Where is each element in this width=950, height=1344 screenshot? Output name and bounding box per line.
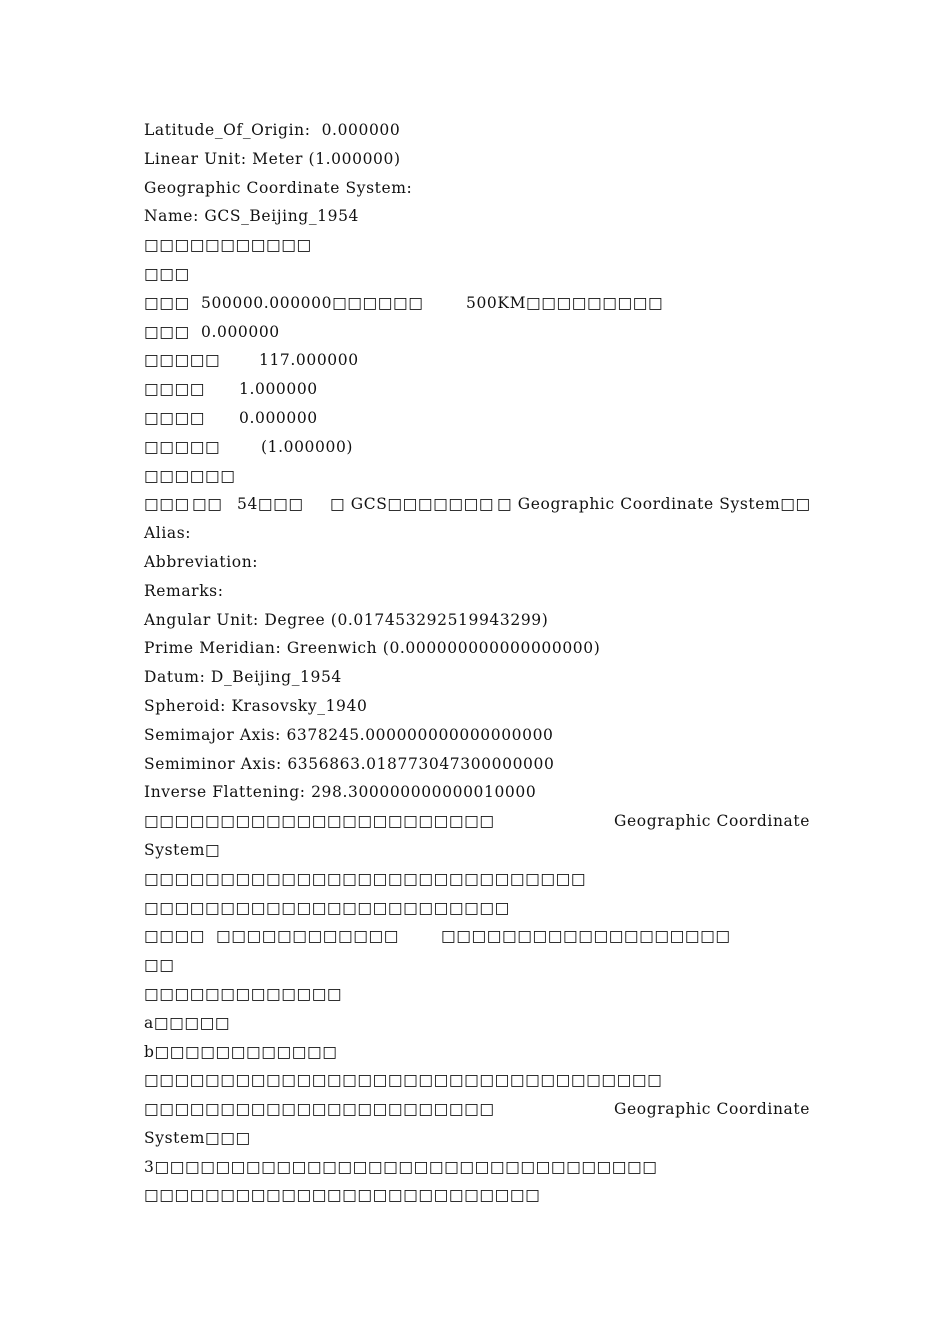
text-segment: Spheroid: Krasovsky_1940 — [144, 696, 368, 715]
text-segment: □□□□□ — [144, 437, 221, 456]
text-segment: (1.000000) — [261, 437, 354, 456]
text-segment: 54□□□ — [237, 495, 304, 514]
text-segment: Semiminor Axis: 6356863.018773047300000000 — [144, 754, 555, 773]
text-segment: Geographic Coordinate System: — [144, 178, 413, 197]
text-segment: Abbreviation: — [144, 552, 259, 571]
text-line — [144, 318, 810, 347]
text-segment: Linear Unit: Meter (1.000000) — [144, 149, 401, 168]
text-line — [144, 922, 810, 951]
text-line — [144, 1038, 810, 1067]
text-segment: □□□□ — [144, 380, 205, 399]
text-segment: □□□ — [144, 495, 190, 514]
text-line — [144, 634, 810, 663]
text-line — [144, 692, 810, 721]
text-segment: System□□□ — [144, 1128, 251, 1147]
text-segment: □□□□□□□□□□□□□□□□□□□□□□□□□□ — [144, 1186, 541, 1205]
text-line — [144, 1066, 810, 1095]
text-segment: □□□□ — [144, 408, 205, 427]
text-segment: 500000.000000□□□□□□ — [201, 293, 424, 312]
text-line — [144, 145, 810, 174]
text-line — [144, 519, 810, 548]
text-segment: Name: GCS_Beijing_1954 — [144, 207, 360, 226]
text-line — [144, 865, 810, 894]
text-line — [144, 980, 810, 1009]
text-segment: Remarks: — [144, 581, 224, 600]
text-segment: □□□□□□□□□□□□ — [216, 927, 399, 946]
text-segment: Datum: D_Beijing_1954 — [144, 668, 342, 687]
text-line — [144, 346, 810, 375]
text-segment: □□□□□□□□□□□□□□□□□□□□□□□□□□□□□ — [144, 869, 587, 888]
text-segment: 0.000000 — [201, 322, 280, 341]
text-line — [144, 577, 810, 606]
text-segment: □ Geographic Coordinate System□□ — [497, 495, 811, 514]
text-line — [144, 894, 810, 923]
text-segment: 1.000000 — [239, 380, 318, 399]
text-segment: Geographic Coordinate — [614, 812, 810, 831]
text-segment: Prime Meridian: Greenwich (0.000000000000000000) — [144, 639, 601, 658]
text-segment: 3□□□□□□□□□□□□□□□□□□□□□□□□□□□□□□□□□ — [144, 1157, 658, 1176]
text-segment: Inverse Flattening: 298.300000000000010000 — [144, 783, 537, 802]
text-line — [144, 778, 810, 807]
text-line — [144, 174, 810, 203]
text-line — [144, 1124, 810, 1153]
text-segment: System□ — [144, 840, 221, 859]
text-line — [144, 606, 810, 635]
text-line — [144, 231, 810, 260]
text-line — [144, 663, 810, 692]
text-segment: □□□□□□□□□□□□□□□□□□□□□□□ — [144, 1100, 495, 1119]
text-segment: □□□□□□ — [144, 466, 236, 485]
text-line — [144, 1095, 810, 1124]
text-line — [144, 260, 810, 289]
text-line — [144, 375, 810, 404]
text-segment: □□ — [192, 495, 223, 514]
text-segment: a□□□□□ — [144, 1013, 231, 1032]
text-segment: □□□ — [144, 293, 190, 312]
text-segment: 500KM□□□□□□□□□ — [466, 293, 664, 312]
text-line — [144, 836, 810, 865]
text-segment: □□□□□□□□□□□ — [144, 236, 312, 255]
text-line — [144, 951, 810, 980]
text-line — [144, 202, 810, 231]
text-line — [144, 807, 810, 836]
text-segment: □□□□□□□□□□□□□□□□□□□□□□□□□□□□□□□□□□ — [144, 1071, 663, 1090]
text-line — [144, 548, 810, 577]
text-segment: 0.000000 — [239, 408, 318, 427]
text-line — [144, 750, 810, 779]
text-segment: b□□□□□□□□□□□□ — [144, 1042, 338, 1061]
document-body — [144, 116, 810, 1210]
text-segment: □□□□□ — [144, 351, 221, 370]
text-segment: Latitude_Of_Origin: 0.000000 — [144, 121, 401, 139]
text-line — [144, 1181, 810, 1210]
text-segment: Alias: — [144, 524, 192, 543]
text-segment: □□□□□□□□□□□□□□□□□□□ — [441, 927, 731, 946]
text-segment: □□□□ — [144, 927, 205, 946]
text-segment: □ GCS□□□□□□□ — [330, 495, 495, 514]
text-segment: □□ — [144, 956, 175, 975]
text-segment: Semimajor Axis: 6378245.000000000000000000 — [144, 725, 554, 744]
text-segment: □□□ — [144, 264, 190, 283]
text-line — [144, 289, 810, 318]
text-segment: □□□□□□□□□□□□□□□□□□□□□□□□ — [144, 898, 510, 917]
text-line — [144, 404, 810, 433]
text-segment: 117.000000 — [259, 351, 359, 370]
text-line — [144, 490, 810, 519]
text-line — [144, 433, 810, 462]
text-segment: □□□ — [144, 322, 190, 341]
text-line — [144, 462, 810, 491]
text-segment: □□□□□□□□□□□□□□□□□□□□□□□ — [144, 812, 495, 831]
text-line — [144, 721, 810, 750]
text-segment: □□□□□□□□□□□□□ — [144, 984, 343, 1003]
text-segment: Angular Unit: Degree (0.017453292519943299) — [144, 610, 549, 629]
text-line — [144, 116, 810, 145]
text-segment: Geographic Coordinate — [614, 1100, 810, 1119]
text-line — [144, 1009, 810, 1038]
text-line — [144, 1153, 810, 1182]
